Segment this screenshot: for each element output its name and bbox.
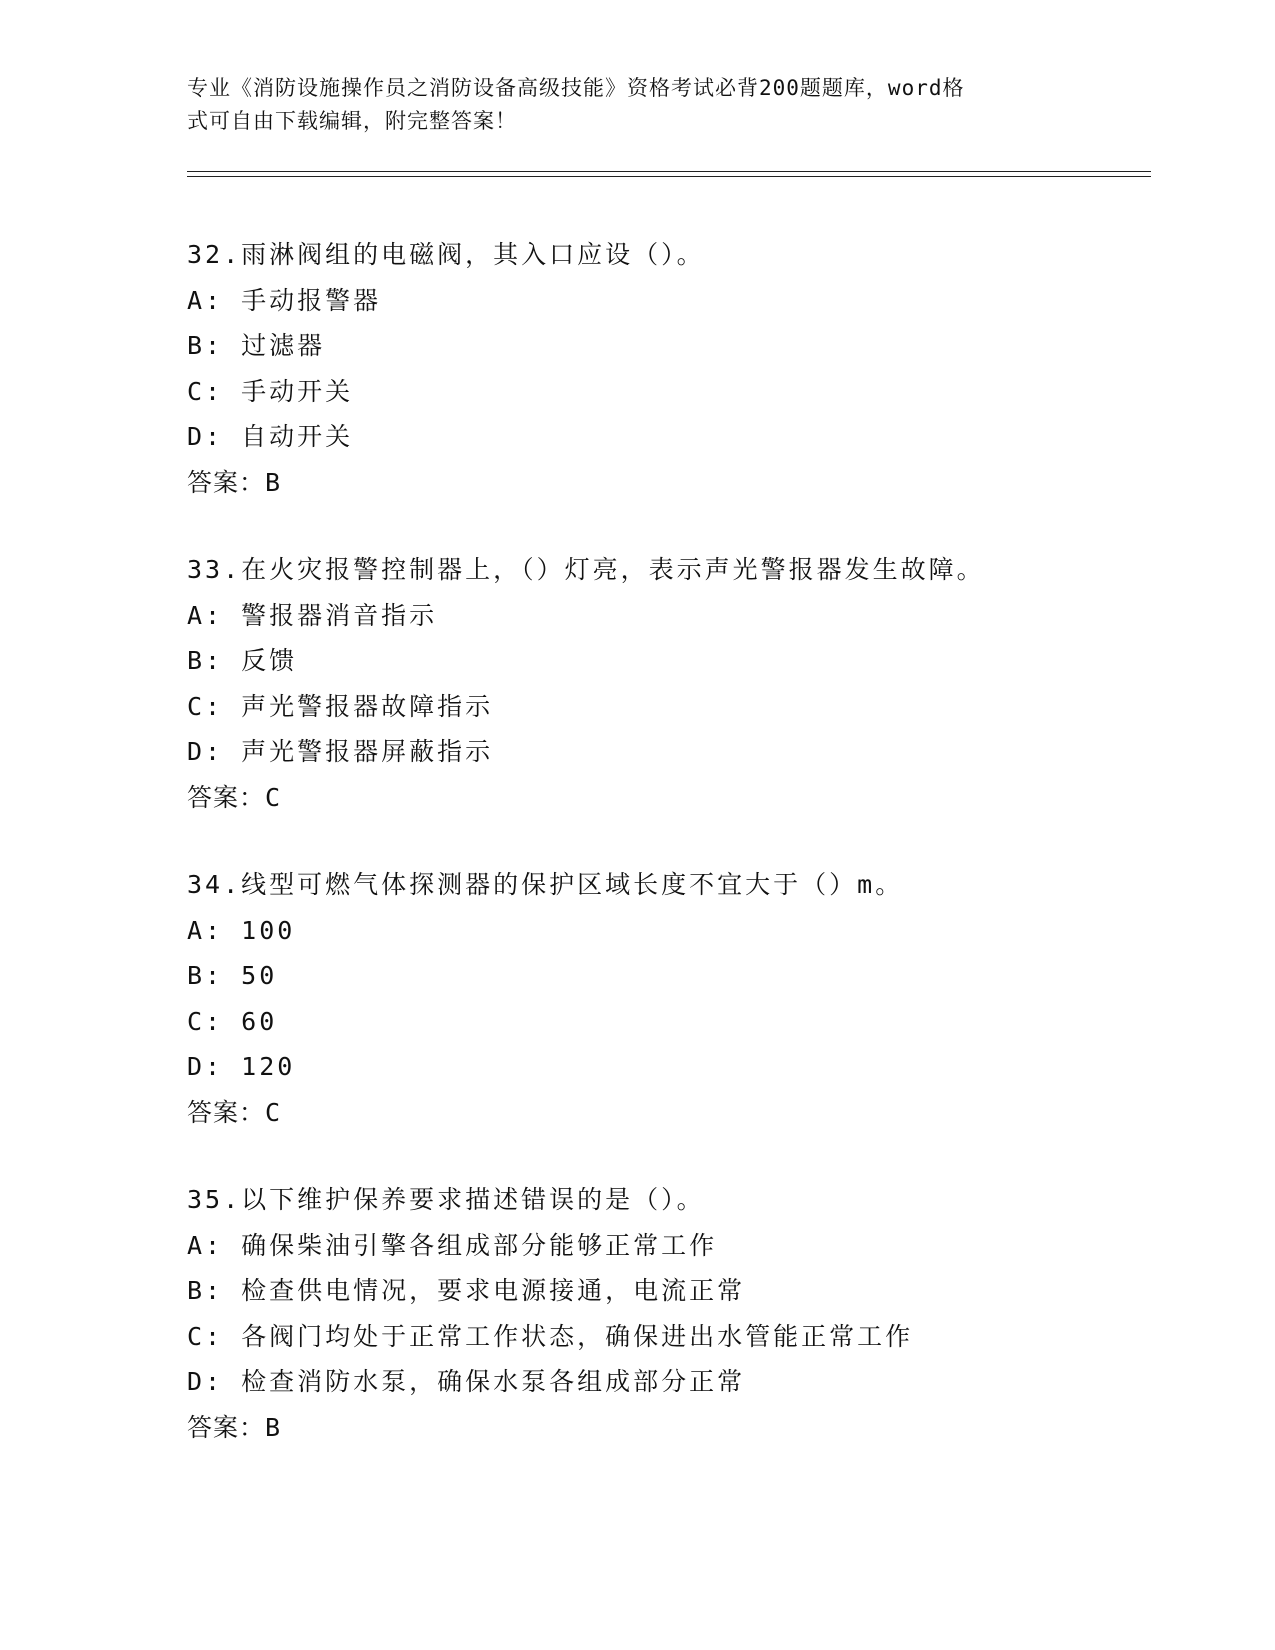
question-list (187, 232, 1167, 1492)
option-b: B: 反馈 (187, 646, 298, 675)
option-a: A: 警报器消音指示 (187, 600, 438, 630)
header-rule-top (187, 171, 1151, 172)
option-c: C: 各阀门均处于正常工作状态，确保进出水管能正常工作 (187, 1321, 914, 1351)
question-stem: 32.雨淋阀组的电磁阀，其入口应设（）。 (187, 240, 705, 269)
option-a: A: 100 (187, 915, 296, 945)
header-line-2: 式可自由下载编辑，附完整答案！ (187, 109, 517, 133)
option-d: D: 声光警报器屏蔽指示 (187, 737, 494, 766)
option-d: D: 自动开关 (187, 422, 354, 451)
question-stem: 34.线型可燃气体探测器的保护区域长度不宜大于（）m。 (187, 870, 904, 899)
document-header (187, 72, 1067, 138)
answer: 答案：B (187, 1412, 282, 1442)
option-b: B: 50 (187, 961, 278, 990)
question-stem: 33.在火灾报警控制器上，（）灯亮，表示声光警报器发生故障。 (187, 555, 985, 584)
option-d: D: 120 (187, 1052, 296, 1081)
option-a: A: 手动报警器 (187, 285, 382, 315)
header-line-1: 专业《消防设施操作员之消防设备高级技能》资格考试必背200题题库，word格 (187, 76, 965, 100)
answer: 答案：B (187, 467, 282, 497)
option-c: C: 60 (187, 1006, 278, 1036)
question-33 (187, 547, 1167, 820)
option-d: D: 检查消防水泵，确保水泵各组成部分正常 (187, 1367, 746, 1396)
answer: 答案：C (187, 782, 282, 812)
question-35 (187, 1177, 1167, 1450)
option-c: C: 手动开关 (187, 376, 354, 406)
question-stem: 35.以下维护保养要求描述错误的是（）。 (187, 1185, 705, 1214)
option-a: A: 确保柴油引擎各组成部分能够正常工作 (187, 1230, 718, 1260)
answer: 答案：C (187, 1097, 282, 1127)
header-rule-bottom (187, 176, 1151, 177)
question-32 (187, 232, 1167, 505)
question-34 (187, 862, 1167, 1135)
option-b: B: 检查供电情况，要求电源接通，电流正常 (187, 1276, 746, 1305)
option-c: C: 声光警报器故障指示 (187, 691, 494, 721)
option-b: B: 过滤器 (187, 331, 326, 360)
